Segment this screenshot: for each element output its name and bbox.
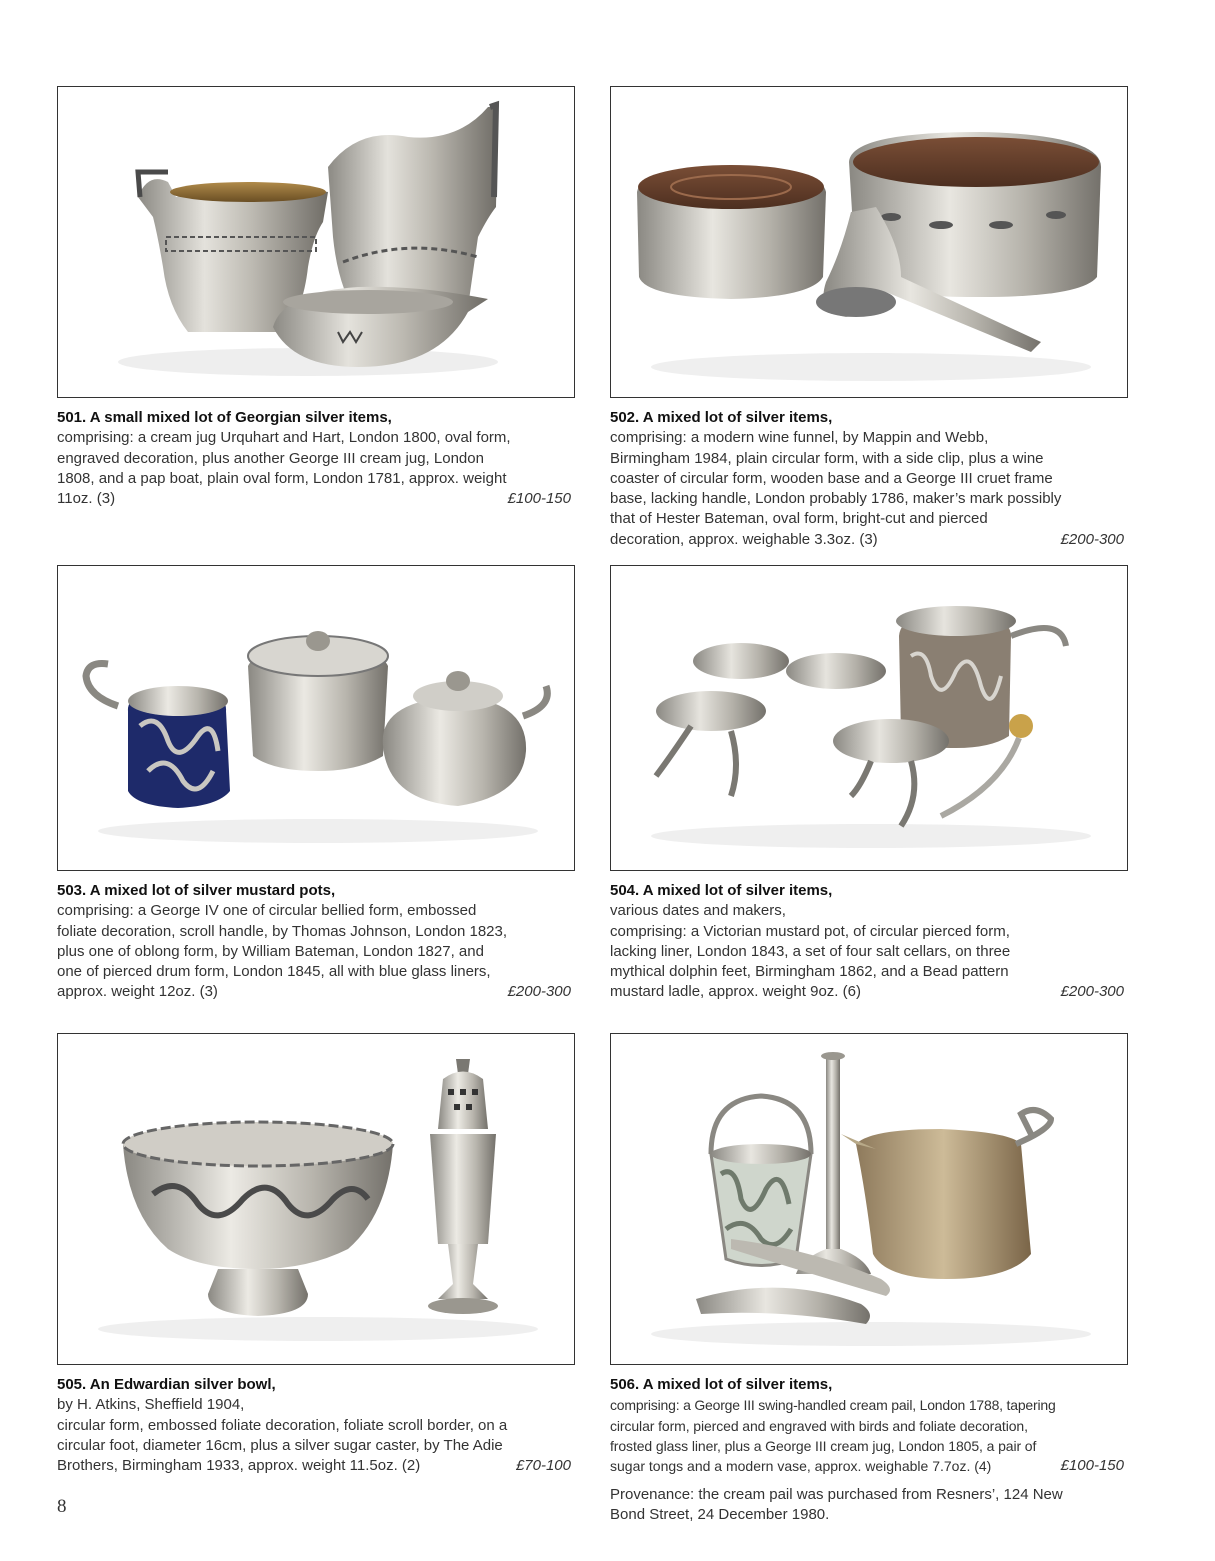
- lot-503: [57, 565, 575, 1003]
- lot-502-title: 502. A mixed lot of silver items,: [610, 409, 833, 426]
- lot-501-line-4: 11oz. (3): [57, 490, 116, 508]
- lot-502-line-6: decoration, approx. weighable 3.3oz. (3): [610, 530, 878, 548]
- lot-504: [610, 565, 1128, 1003]
- lot-501: [57, 86, 575, 509]
- lot-506-line-3: frosted glass liner, plus a George III cream jug, London 1805, a pair of: [610, 1437, 1037, 1454]
- lot-506-price: £100-150: [1060, 1457, 1124, 1475]
- lot-501-photo: [57, 86, 575, 398]
- mustard-pot-salt-cellars-image: [611, 566, 1127, 870]
- provenance-line-1: Provenance: the cream pail was purchased from Resners’, 124 New: [610, 1486, 1063, 1503]
- lot-504-price: £200-300: [1060, 983, 1124, 1001]
- provenance-note: [610, 1485, 1130, 1526]
- lot-503-line-1: comprising: a George IV one of circular bellied form, embossed: [57, 902, 477, 920]
- lot-506-line-2: circular form, pierced and engraved with birds and foliate decoration,: [610, 1417, 1028, 1434]
- lot-505-photo: [57, 1033, 575, 1365]
- lot-505-line-4: Brothers, Birmingham 1933, approx. weight 11.5oz. (2): [57, 1457, 421, 1475]
- lot-503-line-2: foliate decoration, scroll handle, by Thomas Johnson, London 1823,: [57, 922, 508, 940]
- lot-503-price: £200-300: [507, 983, 571, 1001]
- lot-501-caption: [57, 408, 575, 509]
- lot-501-title: 501. A small mixed lot of Georgian silver items,: [57, 409, 392, 426]
- lot-502-line-1: comprising: a modern wine funnel, by Mappin and Webb,: [610, 429, 989, 447]
- lot-502-price: £200-300: [1060, 530, 1124, 548]
- lot-506-photo: [610, 1033, 1128, 1365]
- lot-506-line-1: comprising: a George III swing-handled cream pail, London 1788, tapering: [610, 1397, 1056, 1414]
- lot-502-line-2: Birmingham 1984, plain circular form, with a side clip, plus a wine: [610, 449, 1044, 467]
- lot-503-line-5: approx. weight 12oz. (3): [57, 983, 218, 1001]
- lot-505-title: 505. An Edwardian silver bowl,: [57, 1376, 276, 1393]
- lot-501-line-1: comprising: a cream jug Urquhart and Hart, London 1800, oval form,: [57, 429, 511, 447]
- lot-503-photo: [57, 565, 575, 871]
- lot-503-line-3: plus one of oblong form, by William Bateman, London 1827, and: [57, 942, 484, 960]
- lot-501-line-3: 1808, and a pap boat, plain oval form, London 1781, approx. weight: [57, 469, 507, 487]
- lot-505-caption: [57, 1375, 575, 1476]
- lot-505-line-3: circular foot, diameter 16cm, plus a silver sugar caster, by The Adie: [57, 1436, 503, 1454]
- silver-mustard-pots-image: [58, 566, 574, 870]
- lot-506: [610, 1033, 1128, 1476]
- lot-503-title: 503. A mixed lot of silver mustard pots,: [57, 882, 336, 899]
- lot-501-line-2: engraved decoration, plus another George III cream jug, London: [57, 449, 484, 467]
- lot-506-line-4: sugar tongs and a modern vase, approx. weighable 7.7oz. (4): [610, 1458, 992, 1475]
- lot-504-photo: [610, 565, 1128, 871]
- lot-502-line-5: that of Hester Bateman, oval form, bright-cut and pierced: [610, 510, 988, 528]
- lot-504-line-5: mustard ladle, approx. weight 9oz. (6): [610, 983, 861, 1001]
- edwardian-bowl-sugar-caster-image: [58, 1034, 574, 1364]
- lot-503-caption: [57, 881, 575, 1003]
- lot-504-line-2: comprising: a Victorian mustard pot, of circular pierced form,: [610, 922, 1010, 940]
- lot-504-caption: [610, 881, 1128, 1003]
- lot-504-line-4: mythical dolphin feet, Birmingham 1862, and a Bead pattern: [610, 963, 1009, 981]
- lot-502-caption: [610, 408, 1128, 550]
- lot-505-line-2: circular form, embossed foliate decoration, foliate scroll border, on a: [57, 1416, 508, 1434]
- cream-pail-jug-tongs-vase-image: [611, 1034, 1127, 1364]
- lot-503-line-4: one of pierced drum form, London 1845, all with blue glass liners,: [57, 963, 491, 981]
- lot-505-price: £70-100: [515, 1457, 571, 1475]
- lot-501-price: £100-150: [507, 490, 571, 508]
- page-number: 8: [57, 1496, 67, 1517]
- lot-504-line-3: lacking liner, London 1843, a set of four salt cellars, on three: [610, 942, 1011, 960]
- lot-502-line-4: base, lacking handle, London probably 1786, maker’s mark possibly: [610, 490, 1062, 508]
- provenance-line-2: Bond Street, 24 December 1980.: [610, 1506, 830, 1524]
- lot-504-line-1: various dates and makers,: [610, 902, 786, 920]
- lot-506-caption: [610, 1375, 1128, 1476]
- lot-502-line-3: coaster of circular form, wooden base and a George III cruet frame: [610, 469, 1053, 487]
- lot-502-photo: [610, 86, 1128, 398]
- lot-505-line-1: by H. Atkins, Sheffield 1904,: [57, 1396, 245, 1414]
- lot-506-title: 506. A mixed lot of silver items,: [610, 1376, 833, 1393]
- lot-505: [57, 1033, 575, 1476]
- lot-502: [610, 86, 1128, 550]
- wine-funnel-coaster-cruet-image: [611, 87, 1127, 397]
- georgian-silver-jugs-image: [58, 87, 574, 397]
- lot-504-title: 504. A mixed lot of silver items,: [610, 882, 833, 899]
